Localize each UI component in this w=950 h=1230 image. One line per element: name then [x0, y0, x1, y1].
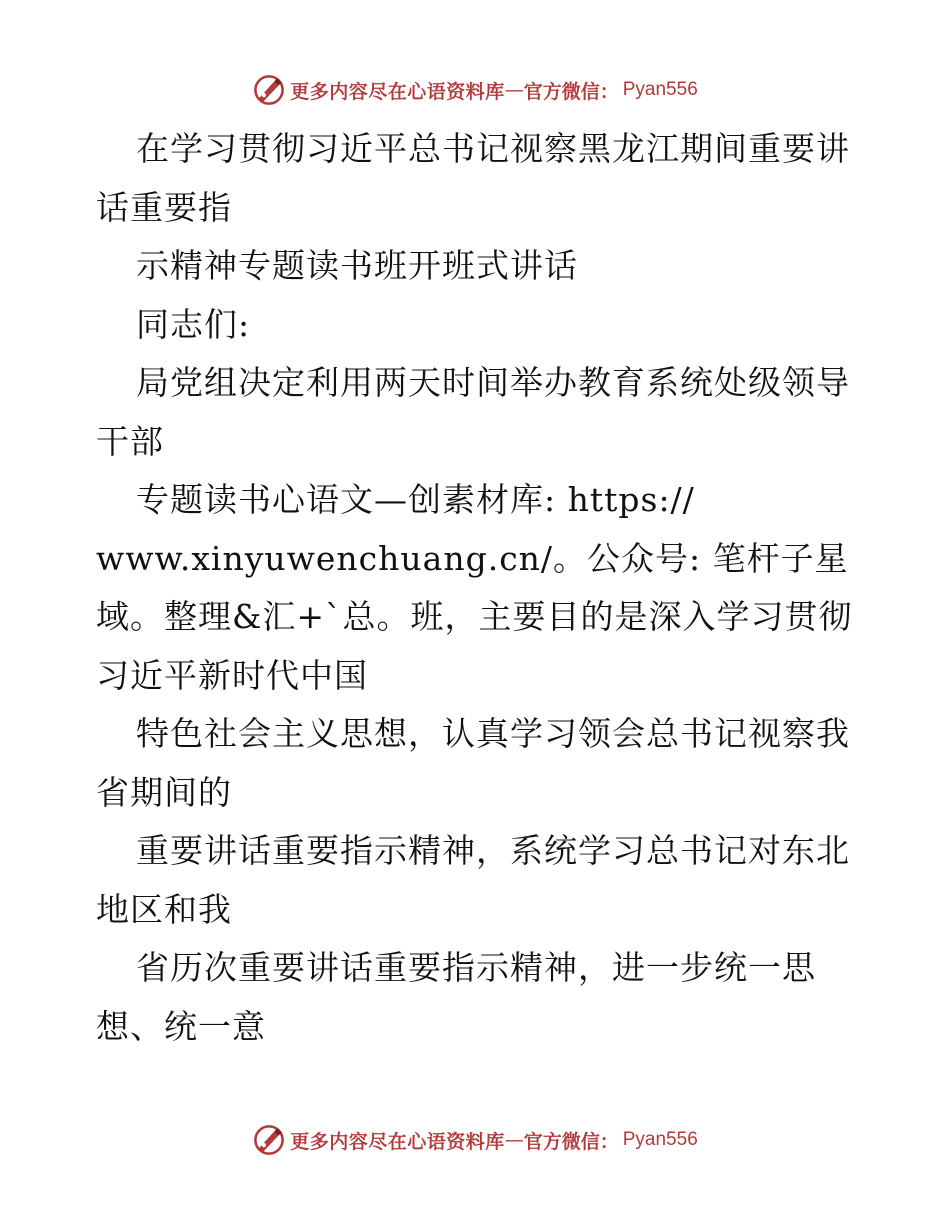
- banner-separator: —: [504, 79, 524, 101]
- paragraph-3: 同志们:: [136, 304, 251, 344]
- banner-brand-text: 更多内容尽在心语资料库: [290, 1130, 505, 1153]
- banner-wechat-id: Pyan556: [622, 79, 698, 100]
- footer-banner: [0, 1120, 950, 1160]
- paragraph-5: 专题读书心语文—创素材库: https:// www.xinyuwenchuang.cn/。公众号: 笔杆子星域。整理&汇+`总。班，主要目的是深入学习贯彻习近平新时代中国: [96, 480, 853, 695]
- banner-brand-text: 更多内容尽在心语资料库: [290, 80, 505, 103]
- paragraph-6: 特色社会主义思想，认真学习领会总书记视察我省期间的: [96, 714, 850, 812]
- banner-wechat-id: Pyan556: [622, 1129, 698, 1150]
- banner-separator: —: [504, 1129, 524, 1151]
- document-body: [96, 120, 866, 1056]
- pen-logo-icon: [252, 73, 286, 107]
- paragraph-4: 局党组决定利用两天时间举办教育系统处级领导干部: [96, 363, 850, 461]
- banner-wechat-label: 官方微信：: [523, 1130, 619, 1153]
- header-banner: [0, 70, 950, 110]
- banner-wechat-label: 官方微信：: [523, 80, 619, 103]
- paragraph-7: 重要讲话重要指示精神，系统学习总书记对东北地区和我: [96, 831, 850, 929]
- paragraph-2: 示精神专题读书班开班式讲话: [136, 246, 578, 285]
- pen-logo-icon: [252, 1123, 286, 1157]
- paragraph-1: 在学习贯彻习近平总书记视察黑龙江期间重要讲话重要指: [96, 129, 850, 227]
- paragraph-8: 省历次重要讲话重要指示精神，进一步统一思想、统一意: [96, 948, 816, 1046]
